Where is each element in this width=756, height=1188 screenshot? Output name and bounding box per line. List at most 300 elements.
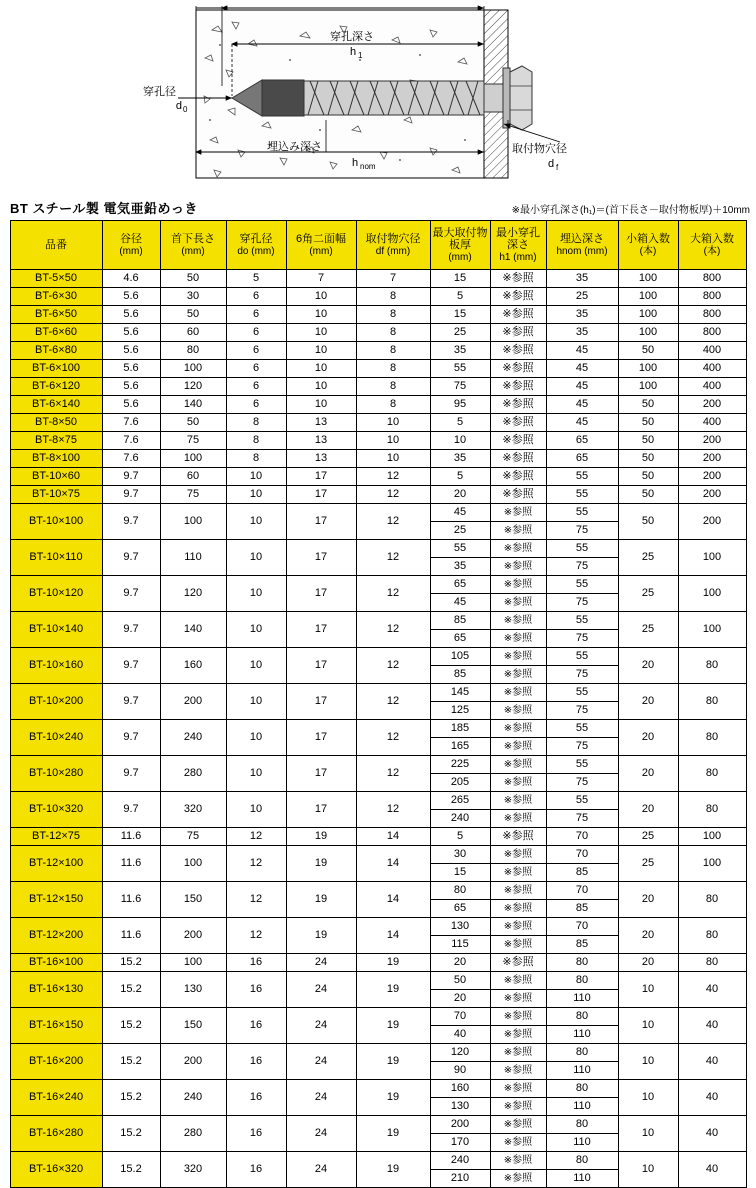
part-number-cell: BT-8×100 [10,450,102,468]
root-dia-cell: 9.7 [102,684,160,720]
under-head-length-cell: 140 [160,612,226,648]
embed-depth-cell: 45 [546,342,618,360]
small-box-qty-cell: 100 [618,324,678,342]
drill-dia-cell: 16 [226,972,286,1008]
large-box-qty-cell: 800 [678,288,746,306]
under-head-length-cell: 100 [160,450,226,468]
min-drill-depth-cell-part: ※参照 [503,561,533,572]
under-head-length-cell: 280 [160,756,226,792]
col-root-dia: 谷径 (mm) [102,221,160,270]
drill-dia-cell: 10 [226,468,286,486]
drill-dia-cell: 6 [226,360,286,378]
root-dia-cell: 11.6 [102,846,160,882]
max-plate-thickness-cell-part: 35 [453,560,467,572]
root-dia-cell: 15.2 [102,1008,160,1044]
fixture-hole-dia-cell: 12 [356,648,430,684]
under-head-length-cell: 240 [160,720,226,756]
min-drill-depth-cell-part: ※参照 [503,741,533,752]
hex-width-cell: 24 [286,972,356,1008]
table-body [10,270,746,1188]
embed-depth-cell: 65 [546,450,618,468]
col-part-number: 品番 [10,221,102,270]
max-plate-thickness-cell-part: 65 [453,632,467,644]
small-box-qty-cell: 10 [618,1080,678,1116]
table-row [10,360,746,378]
max-plate-thickness-cell [430,576,490,612]
embed-depth-cell-part: 110 [573,1100,591,1112]
min-drill-depth-cell: ※参照 [490,954,546,972]
min-drill-depth-cell [490,540,546,576]
embed-depth-cell-part: 85 [575,938,589,950]
fixture-hole-dia-cell: 12 [356,540,430,576]
max-plate-thickness-cell [430,846,490,882]
under-head-length-cell: 100 [160,954,226,972]
part-number-cell: BT-16×280 [10,1116,102,1152]
fixture-hole-dia-cell: 14 [356,918,430,954]
under-head-length-cell: 50 [160,414,226,432]
max-plate-thickness-cell: 5 [430,288,490,306]
max-plate-thickness-cell-part: 130 [450,1100,470,1112]
large-box-qty-cell: 40 [678,1080,746,1116]
part-number-cell: BT-12×150 [10,882,102,918]
drill-dia-cell: 10 [226,504,286,540]
part-number-cell: BT-10×120 [10,576,102,612]
max-plate-thickness-cell [430,648,490,684]
hex-width-cell: 24 [286,1008,356,1044]
large-box-qty-cell: 40 [678,1008,746,1044]
root-dia-cell: 5.6 [102,306,160,324]
max-plate-thickness-cell-part: 240 [450,812,470,824]
hex-width-cell: 19 [286,846,356,882]
min-drill-depth-cell-part: ※参照 [491,756,546,774]
table-row [10,1080,746,1116]
fixture-hole-dia-cell: 19 [356,1008,430,1044]
embed-depth-cell-part: 75 [575,812,589,824]
max-plate-thickness-cell-part: 65 [431,576,490,594]
col-drill-dia: 穿孔径 do (mm) [226,221,286,270]
min-drill-depth-cell-part: ※参照 [503,633,533,644]
small-box-qty-cell: 10 [618,1152,678,1188]
large-box-qty-cell: 200 [678,450,746,468]
root-dia-cell: 5.6 [102,324,160,342]
min-drill-depth-cell-part: ※参照 [491,918,546,936]
title-note: ※最小穿孔深さ(h₁)＝(首下長さ－取付物板厚)＋10mm [511,205,750,216]
max-plate-thickness-cell-part: 45 [453,596,467,608]
max-plate-thickness-cell [430,1044,490,1080]
max-plate-thickness-cell [430,1080,490,1116]
under-head-length-cell: 60 [160,324,226,342]
small-box-qty-cell: 20 [618,954,678,972]
small-box-qty-cell: 50 [618,432,678,450]
large-box-qty-cell: 40 [678,972,746,1008]
large-box-qty-cell: 100 [678,612,746,648]
large-box-qty-cell: 800 [678,270,746,288]
fixture-hole-dia-cell: 12 [356,486,430,504]
min-drill-depth-cell-part: ※参照 [491,504,546,522]
min-drill-depth-cell [490,576,546,612]
max-plate-thickness-cell-part: 50 [431,972,490,990]
hex-width-cell: 10 [286,342,356,360]
min-drill-depth-cell [490,1080,546,1116]
fixture-hole-dia-cell: 12 [356,468,430,486]
embed-depth-cell: 35 [546,324,618,342]
fixture-hole-dia-cell: 8 [356,306,430,324]
fixture-hole-dia-cell: 12 [356,792,430,828]
svg-text:d: d [548,158,555,170]
small-box-qty-cell: 100 [618,378,678,396]
fixture-hole-dia-cell: 8 [356,288,430,306]
min-drill-depth-cell: ※参照 [490,450,546,468]
large-box-qty-cell: 200 [678,396,746,414]
max-plate-thickness-cell [430,1008,490,1044]
root-dia-cell: 5.6 [102,342,160,360]
max-plate-thickness-cell-part: 70 [431,1008,490,1026]
embed-depth-cell: 35 [546,306,618,324]
max-plate-thickness-cell [430,612,490,648]
min-drill-depth-cell [490,612,546,648]
max-plate-thickness-cell-part: 210 [450,1172,470,1184]
embed-depth-cell-part: 80 [547,1152,618,1170]
hex-width-cell: 10 [286,288,356,306]
drill-dia-cell: 16 [226,1008,286,1044]
root-dia-cell: 5.6 [102,378,160,396]
small-box-qty-cell: 25 [618,540,678,576]
table-row [10,342,746,360]
part-number-cell: BT-6×50 [10,306,102,324]
max-plate-thickness-cell-part: 65 [453,902,467,914]
hex-width-cell: 17 [286,648,356,684]
svg-text:埋込み深さ: 埋込み深さ [267,141,322,153]
embed-depth-cell [546,1080,618,1116]
max-plate-thickness-cell: 35 [430,450,490,468]
root-dia-cell: 9.7 [102,648,160,684]
fixture-hole-dia-cell: 12 [356,504,430,540]
max-plate-thickness-cell [430,1116,490,1152]
embed-depth-cell-part: 75 [575,668,589,680]
hex-width-cell: 17 [286,792,356,828]
max-plate-thickness-cell: 5 [430,828,490,846]
min-drill-depth-cell [490,792,546,828]
under-head-length-cell: 100 [160,360,226,378]
max-plate-thickness-cell [430,918,490,954]
min-drill-depth-cell-part: ※参照 [503,993,533,1004]
embed-depth-cell-part: 75 [575,524,589,536]
min-drill-depth-cell [490,882,546,918]
hex-width-cell: 17 [286,720,356,756]
part-number-cell: BT-10×280 [10,756,102,792]
small-box-qty-cell: 50 [618,468,678,486]
min-drill-depth-cell: ※参照 [490,414,546,432]
table-row [10,270,746,288]
embed-depth-cell-part: 85 [575,866,589,878]
min-drill-depth-cell-part: ※参照 [491,1152,546,1170]
table-row [10,432,746,450]
max-plate-thickness-cell-part: 55 [431,540,490,558]
under-head-length-cell: 200 [160,684,226,720]
part-number-cell: BT-8×75 [10,432,102,450]
root-dia-cell: 15.2 [102,972,160,1008]
small-box-qty-cell: 100 [618,360,678,378]
max-plate-thickness-cell-part: 45 [431,504,490,522]
max-plate-thickness-cell: 35 [430,342,490,360]
under-head-length-cell: 200 [160,1044,226,1080]
table-row [10,288,746,306]
drill-dia-cell: 16 [226,1080,286,1116]
part-number-cell: BT-10×60 [10,468,102,486]
embed-depth-cell-part: 55 [547,756,618,774]
drill-dia-cell: 6 [226,324,286,342]
table-row [10,486,746,504]
embed-depth-cell-part: 55 [547,648,618,666]
max-plate-thickness-cell-part: 30 [431,846,490,864]
drill-dia-cell: 6 [226,378,286,396]
large-box-qty-cell: 800 [678,324,746,342]
max-plate-thickness-cell: 5 [430,414,490,432]
small-box-qty-cell: 100 [618,270,678,288]
min-drill-depth-cell-part: ※参照 [491,684,546,702]
table-row [10,972,746,1008]
min-drill-depth-cell [490,684,546,720]
min-drill-depth-cell: ※参照 [490,324,546,342]
large-box-qty-cell: 40 [678,1152,746,1188]
min-drill-depth-cell-part: ※参照 [491,1044,546,1062]
table-row [10,954,746,972]
large-box-qty-cell: 100 [678,540,746,576]
min-drill-depth-cell-part: ※参照 [491,720,546,738]
small-box-qty-cell: 20 [618,648,678,684]
root-dia-cell: 9.7 [102,720,160,756]
max-plate-thickness-cell-part: 25 [453,524,467,536]
under-head-length-cell: 320 [160,792,226,828]
under-head-length-cell: 50 [160,270,226,288]
max-plate-thickness-cell-part: 265 [431,792,490,810]
hex-width-cell: 24 [286,1152,356,1188]
max-plate-thickness-cell: 5 [430,468,490,486]
drill-dia-cell: 6 [226,342,286,360]
embed-depth-cell: 25 [546,288,618,306]
embed-depth-cell [546,972,618,1008]
table-row [10,1044,746,1080]
large-box-qty-cell: 200 [678,468,746,486]
hex-width-cell: 19 [286,882,356,918]
part-number-cell: BT-6×80 [10,342,102,360]
spec-table [10,220,747,1188]
embed-depth-cell-part: 70 [547,918,618,936]
small-box-qty-cell: 50 [618,450,678,468]
part-number-cell: BT-12×100 [10,846,102,882]
table-row [10,1116,746,1152]
svg-text:h: h [350,46,357,58]
fixture-hole-dia-cell: 19 [356,1152,430,1188]
large-box-qty-cell: 80 [678,792,746,828]
embed-depth-cell-part: 80 [547,1044,618,1062]
min-drill-depth-cell: ※参照 [490,378,546,396]
part-number-cell: BT-10×140 [10,612,102,648]
embed-depth-cell-part: 75 [575,632,589,644]
min-drill-depth-cell [490,756,546,792]
table-row [10,468,746,486]
embed-depth-cell [546,1044,618,1080]
small-box-qty-cell: 50 [618,396,678,414]
max-plate-thickness-cell-part: 130 [431,918,490,936]
small-box-qty-cell: 50 [618,342,678,360]
hex-width-cell: 17 [286,504,356,540]
fixture-hole-dia-cell: 8 [356,378,430,396]
embed-depth-cell [546,684,618,720]
large-box-qty-cell: 80 [678,720,746,756]
under-head-length-cell: 150 [160,882,226,918]
svg-text:f: f [556,163,559,172]
min-drill-depth-cell-part: ※参照 [503,1065,533,1076]
min-drill-depth-cell-part: ※参照 [491,792,546,810]
min-drill-depth-cell-part: ※参照 [503,1173,533,1184]
embed-depth-cell [546,792,618,828]
col-small-box-qty: 小箱入数 (本) [618,221,678,270]
small-box-qty-cell: 50 [618,414,678,432]
large-box-qty-cell: 80 [678,918,746,954]
min-drill-depth-cell [490,1152,546,1188]
svg-text:取付物穴径: 取付物穴径 [512,143,567,155]
embed-depth-cell-part: 70 [547,846,618,864]
part-number-cell: BT-10×100 [10,504,102,540]
min-drill-depth-cell [490,1116,546,1152]
root-dia-cell: 7.6 [102,414,160,432]
embed-depth-cell-part: 55 [547,720,618,738]
small-box-qty-cell: 25 [618,846,678,882]
max-plate-thickness-cell [430,540,490,576]
embed-depth-cell-part: 75 [575,704,589,716]
under-head-length-cell: 200 [160,918,226,954]
under-head-length-cell: 150 [160,1008,226,1044]
root-dia-cell: 9.7 [102,792,160,828]
under-head-length-cell: 140 [160,396,226,414]
fixture-hole-dia-cell: 7 [356,270,430,288]
embed-depth-cell-part: 55 [547,684,618,702]
min-drill-depth-cell-part: ※参照 [491,882,546,900]
root-dia-cell: 9.7 [102,576,160,612]
fixture-hole-dia-cell: 14 [356,882,430,918]
max-plate-thickness-cell-part: 120 [431,1044,490,1062]
root-dia-cell: 15.2 [102,1116,160,1152]
min-drill-depth-cell [490,1008,546,1044]
fixture-hole-dia-cell: 19 [356,1116,430,1152]
small-box-qty-cell: 100 [618,306,678,324]
hex-width-cell: 10 [286,324,356,342]
min-drill-depth-cell-part: ※参照 [491,846,546,864]
min-drill-depth-cell [490,1044,546,1080]
fixture-hole-dia-cell: 8 [356,324,430,342]
large-box-qty-cell: 200 [678,486,746,504]
embed-depth-cell-part: 75 [575,596,589,608]
max-plate-thickness-cell-part: 85 [453,668,467,680]
root-dia-cell: 11.6 [102,918,160,954]
max-plate-thickness-cell: 25 [430,324,490,342]
min-drill-depth-cell-part: ※参照 [503,1101,533,1112]
embed-depth-cell-part: 75 [575,776,589,788]
root-dia-cell: 9.7 [102,612,160,648]
fixture-hole-dia-cell: 10 [356,414,430,432]
max-plate-thickness-cell-part: 125 [450,704,470,716]
hex-width-cell: 17 [286,612,356,648]
embed-depth-cell: 55 [546,468,618,486]
root-dia-cell: 7.6 [102,432,160,450]
table-row [10,756,746,792]
embed-depth-cell-part: 85 [575,902,589,914]
col-embed-depth: 埋込深さ hnom (mm) [546,221,618,270]
max-plate-thickness-cell: 15 [430,270,490,288]
col-large-box-qty: 大箱入数 (本) [678,221,746,270]
part-number-cell: BT-10×160 [10,648,102,684]
under-head-length-cell: 120 [160,378,226,396]
min-drill-depth-cell [490,504,546,540]
hex-width-cell: 7 [286,270,356,288]
under-head-length-cell: 120 [160,576,226,612]
small-box-qty-cell: 20 [618,918,678,954]
root-dia-cell: 9.7 [102,504,160,540]
small-box-qty-cell: 100 [618,288,678,306]
embed-depth-cell: 35 [546,270,618,288]
max-plate-thickness-cell-part: 225 [431,756,490,774]
fixture-hole-dia-cell: 14 [356,846,430,882]
large-box-qty-cell: 100 [678,576,746,612]
under-head-length-cell: 60 [160,468,226,486]
fixture-hole-dia-cell: 19 [356,972,430,1008]
fixture-hole-dia-cell: 10 [356,450,430,468]
small-box-qty-cell: 20 [618,684,678,720]
max-plate-thickness-cell-part: 80 [431,882,490,900]
col-max-plate-thickness: 最大取付物板厚 (mm) [430,221,490,270]
hex-width-cell: 13 [286,414,356,432]
large-box-qty-cell: 40 [678,1116,746,1152]
min-drill-depth-cell [490,720,546,756]
hex-width-cell: 17 [286,540,356,576]
max-plate-thickness-cell [430,792,490,828]
small-box-qty-cell: 25 [618,828,678,846]
table-row [10,540,746,576]
drill-dia-cell: 10 [226,648,286,684]
max-plate-thickness-cell-part: 165 [450,740,470,752]
large-box-qty-cell: 80 [678,756,746,792]
min-drill-depth-cell-part: ※参照 [503,705,533,716]
drill-dia-cell: 10 [226,540,286,576]
hex-width-cell: 24 [286,1080,356,1116]
part-number-cell: BT-16×320 [10,1152,102,1188]
max-plate-thickness-cell: 10 [430,432,490,450]
min-drill-depth-cell-part: ※参照 [491,576,546,594]
table-row [10,612,746,648]
drill-dia-cell: 12 [226,918,286,954]
embed-depth-cell-part: 80 [547,1008,618,1026]
table-row [10,576,746,612]
drill-dia-cell: 10 [226,576,286,612]
fixture-hole-dia-cell: 14 [356,828,430,846]
embed-depth-cell [546,1152,618,1188]
drill-dia-cell: 6 [226,288,286,306]
max-plate-thickness-cell: 15 [430,306,490,324]
max-plate-thickness-cell [430,1152,490,1188]
drill-dia-cell: 8 [226,414,286,432]
under-head-length-cell: 280 [160,1116,226,1152]
drill-dia-cell: 6 [226,306,286,324]
max-plate-thickness-cell-part: 85 [431,612,490,630]
hex-width-cell: 17 [286,756,356,792]
small-box-qty-cell: 20 [618,792,678,828]
table-row [10,828,746,846]
large-box-qty-cell: 40 [678,1044,746,1080]
max-plate-thickness-cell: 75 [430,378,490,396]
table-row [10,918,746,954]
embed-depth-cell-part: 55 [547,576,618,594]
